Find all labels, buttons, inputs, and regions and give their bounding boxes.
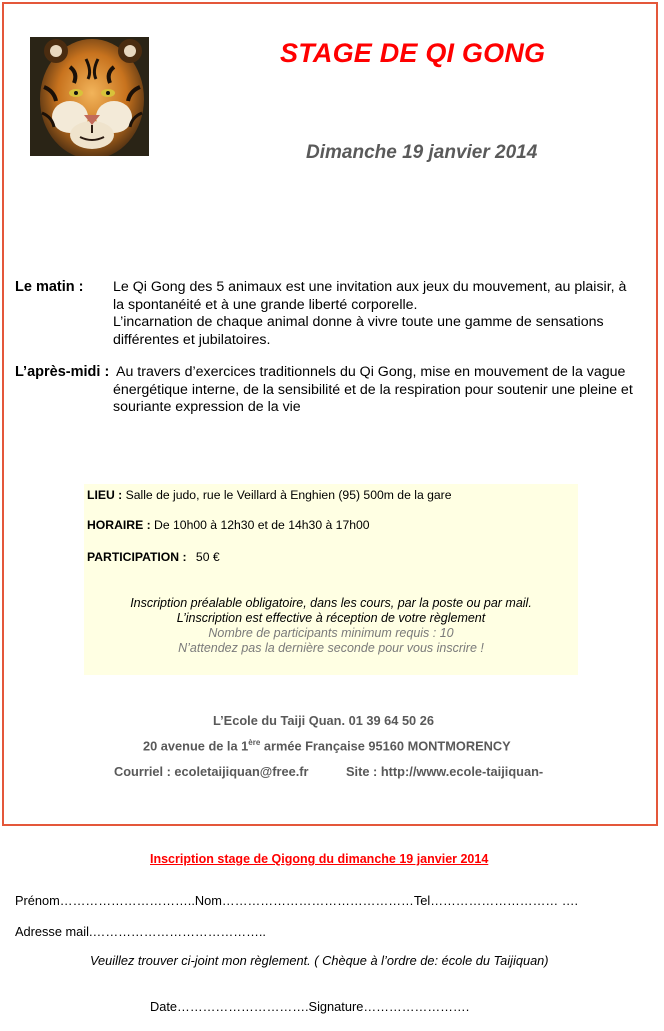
reglement-note: Veuillez trouver ci-joint mon règlement. ( Chèque à l’ordre de: école du Taijiquan) (90, 953, 549, 968)
lieu-value: Salle de judo, rue le Veillard à Enghien (95) 500m de la gare (125, 488, 452, 502)
info-box (84, 484, 578, 675)
horaire-label: HORAIRE : (87, 518, 151, 532)
participation-line (87, 550, 220, 564)
courriel: Courriel : ecoletaijiquan@free.fr (114, 764, 309, 779)
prenom-nom-tel-line: Prénom…………………………..Nom………………………………………Tel………………………… …. (15, 893, 579, 908)
apresmidi-label: L’après-midi : (15, 364, 110, 380)
form-title: Inscription stage de Qigong du dimanche 19 janvier 2014 (150, 852, 489, 866)
horaire-line (87, 518, 370, 532)
inscription-line: L’inscription est effective à réception de votre règlement (176, 611, 486, 625)
apresmidi-line: Au travers d’exercices traditionnels du Qi Gong, mise en mouvement de la vague (116, 364, 626, 380)
matin-line: Le Qi Gong des 5 animaux est une invitation aux jeux du mouvement, au plaisir, à (113, 279, 627, 295)
note-line: Nombre de participants minimum requis : 10 (208, 626, 454, 640)
adresse-mail-line: Adresse mail.………………………………….. (15, 924, 266, 939)
matin-label: Le matin : (15, 279, 84, 295)
participation-label: PARTICIPATION : (87, 550, 187, 564)
event-date: Dimanche 19 janvier 2014 (306, 142, 538, 163)
website: Site : http://www.ecole-taijiquan- (346, 764, 544, 779)
matin-line: la spontanéité et à une grande liberté corporelle. (113, 296, 418, 313)
address-pre: 20 avenue de la 1 (143, 738, 249, 754)
apresmidi-line: souriante expression de la vie (113, 399, 301, 415)
school-address (143, 738, 511, 753)
matin-line: L’incarnation de chaque animal donne à vivre toute une gamme de sensations (113, 314, 604, 330)
note-line: N’attendez pas la dernière seconde pour vous inscrire ! (178, 641, 484, 655)
date-signature-line: Date………………………….Signature……………………. (150, 999, 470, 1014)
participation-value: 50 € (195, 550, 220, 564)
apresmidi-line: énergétique interne, de la sensibilité et de la respiration pour soutenir une pleine et (113, 381, 633, 398)
page-title: STAGE DE QI GONG (280, 38, 546, 68)
inscription-line: Inscription préalable obligatoire, dans les cours, par la poste ou par mail. (130, 596, 532, 610)
matin-text (113, 279, 626, 349)
matin-line: différentes et jubilatoires. (113, 331, 271, 348)
school-contact: L’Ecole du Taiji Quan. 01 39 64 50 26 (213, 713, 434, 728)
horaire-value: De 10h00 à 12h30 et de 14h30 à 17h00 (154, 518, 370, 532)
tiger-photo (30, 37, 149, 156)
lieu-line (87, 488, 452, 502)
lieu-label: LIEU : (87, 488, 123, 502)
apresmidi-text (113, 364, 633, 417)
address-post: armée Française 95160 MONTMORENCY (260, 738, 511, 754)
address-sup: ère (248, 738, 261, 747)
